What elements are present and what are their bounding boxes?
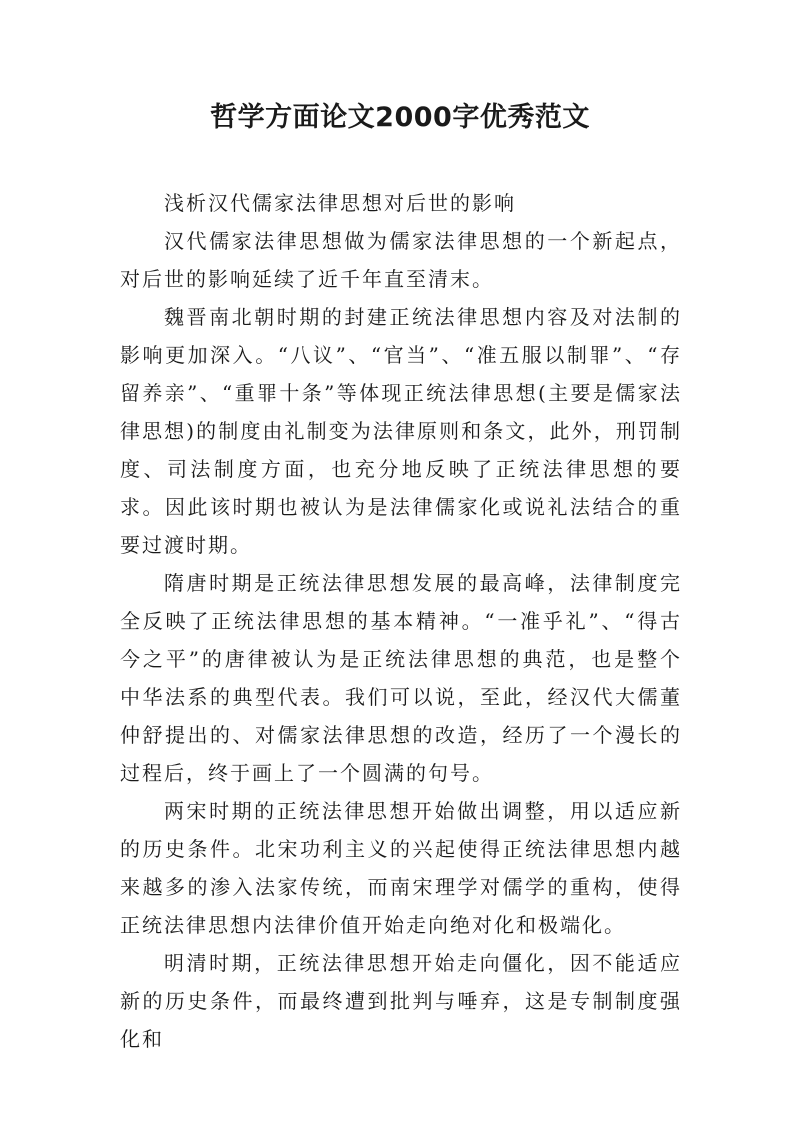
subtitle-paragraph: 浅析汉代儒家法律思想对后世的影响 <box>164 191 516 215</box>
body-paragraph: 汉代儒家法律思想做为儒家法律思想的一个新起点，对后世的影响延续了近千年直至清末。 <box>120 229 682 291</box>
body-paragraph: 魏晋南北朝时期的封建正统法律思想内容及对法制的影响更加深入。“八议”、“官当”、“准五服以制罪”、“存留养亲”、“重罪十条”等体现正统法律思想(主要是儒家法律思想)的制度由礼制变为法律原则和条文，此外，刑罚制度、司法制度方面，也充分地反映了正统法律思想的要求。因此该时期也被认为是法律儒家化或说礼法结合的重要过渡时期。 <box>120 305 682 557</box>
document-body <box>120 184 682 1058</box>
body-paragraph: 明清时期，正统法律思想开始走向僵化，因不能适应新的历史条件，而最终遭到批判与唾弃，这是专制制度强化和 <box>120 951 682 1051</box>
body-paragraph: 两宋时期的正统法律思想开始做出调整，用以适应新的历史条件。北宋功利主义的兴起使得正统法律思想内越来越多的渗入法家传统，而南宋理学对儒学的重构，使得正统法律思想内法律价值开始走向绝对化和极端化。 <box>120 799 682 937</box>
document-title: 哲学方面论文2000字优秀范文 <box>210 102 590 133</box>
body-paragraph: 隋唐时期是正统法律思想发展的最高峰，法律制度完全反映了正统法律思想的基本精神。“一准乎礼”、“得古今之平”的唐律被认为是正统法律思想的典范，也是整个中华法系的典型代表。我们可以说，至此，经汉代大儒董仲舒提出的、对儒家法律思想的改造，经历了一个漫长的过程后，终于画上了一个圆满的句号。 <box>120 571 682 785</box>
